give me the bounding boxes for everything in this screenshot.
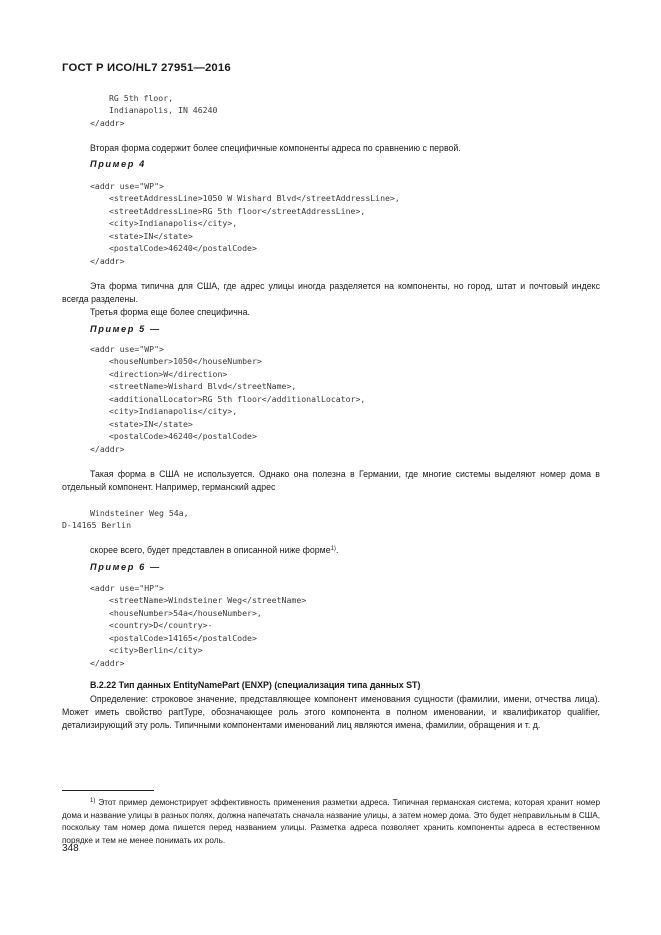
code-line: <streetName>Windsteiner Weg</streetName> <box>109 595 307 605</box>
code-line: Windsteiner Weg 54a, <box>90 508 189 518</box>
code-line: RG 5th floor, <box>109 93 174 103</box>
footnote-marker: 1) <box>90 798 96 804</box>
code-line: </addr> <box>90 118 125 128</box>
code-line: <country>D</country>- <box>109 620 213 630</box>
code-line: <city>Indianapolis</city>, <box>109 406 238 416</box>
code-line: <city>Berlin</city> <box>109 645 203 655</box>
paragraph: Вторая форма содержит более специфичные компоненты адреса по сравнению с первой. <box>90 143 461 153</box>
code-line: </addr> <box>90 256 125 266</box>
footnote <box>62 795 600 847</box>
section-body: Определение: строковое значение, представляющее компонент именования сущности (фамилии, имени, отчества лица). Может иметь свойство partType, обозначающее роль этого компонента в полном именовании, и квалификатор qualifier, детализирующий эту роль. Типичными компонентами именований лиц являются имена, фамилии, обращения и т. д. <box>62 694 600 731</box>
code-line: <addr use="HP"> <box>90 583 164 593</box>
code-line: <addr use="WP"> <box>90 344 164 354</box>
code-line: <state>IN</state> <box>109 231 193 241</box>
code-line: <direction>W</direction> <box>109 369 228 379</box>
code-line: <houseNumber>54a</houseNumber>, <box>109 608 262 618</box>
footnote-reference[interactable]: 1) <box>330 546 336 552</box>
code-line: <postalCode>46240</postalCode> <box>109 431 257 441</box>
example-label: Пример 5 — <box>90 324 161 334</box>
page-number: 348 <box>62 843 79 854</box>
document-header-title: ГОСТ Р ИСО/HL7 27951—2016 <box>62 62 231 74</box>
code-line: <city>Indianapolis</city>, <box>109 218 238 228</box>
example-label: Пример 6 — <box>90 562 161 572</box>
code-line: <additionalLocator>RG 5th floor</additionalLocator>, <box>109 394 366 404</box>
paragraph: Третья форма еще более специфична. <box>90 307 251 317</box>
code-line: <postalCode>14165</postalCode> <box>109 633 257 643</box>
code-line: <postalCode>46240</postalCode> <box>109 243 257 253</box>
code-line: <streetAddressLine>1050 W Wishard Blvd</streetAddressLine>, <box>109 193 400 203</box>
code-line: <houseNumber>1050</houseNumber> <box>109 356 262 366</box>
footnote-text: Этот пример демонстрирует эффективность применения разметки адреса. Типичная германская система, которая хранит номер дома и название улицы в разных полях, должна напечатать сначала название улицы, а затем номер дома. Это будет неправильным в США, поскольку там номер дома пишется перед названием улицы. Разметка адреса позволяет хранить компоненты адреса в естественном порядке и тем не менее понимать их роль. <box>62 798 601 845</box>
code-line: <state>IN</state> <box>109 419 193 429</box>
paragraph-text: скорее всего, будет представлен в описанной ниже форме <box>90 545 331 555</box>
section-heading: B.2.22 Тип данных EntityNamePart (ENXP) (специализация типа данных ST) <box>90 680 421 690</box>
footnote-divider <box>62 790 154 791</box>
code-line: D-14165 Berlin <box>62 520 132 530</box>
code-line: </addr> <box>90 658 125 668</box>
code-line: </addr> <box>90 444 125 454</box>
paragraph-end: . <box>335 545 339 555</box>
paragraph: Эта форма типична для США, где адрес улицы иногда разделяется на компоненты, но город, штат и почтовый индекс всегда разделены. <box>62 281 600 305</box>
code-line: <streetAddressLine>RG 5th floor</streetAddressLine>, <box>109 206 366 216</box>
code-line: <addr use="WP"> <box>90 181 164 191</box>
paragraph: Такая форма в США не используется. Однако она полезна в Германии, где многие системы выделяют номер дома в отдельный компонент. Например, германский адрес <box>62 469 600 493</box>
paragraph <box>90 543 600 557</box>
code-line: <streetName>Wishard Blvd</streetName>, <box>109 381 297 391</box>
code-line: Indianapolis, IN 46240 <box>109 105 218 115</box>
example-label: Пример 4 <box>90 159 146 169</box>
